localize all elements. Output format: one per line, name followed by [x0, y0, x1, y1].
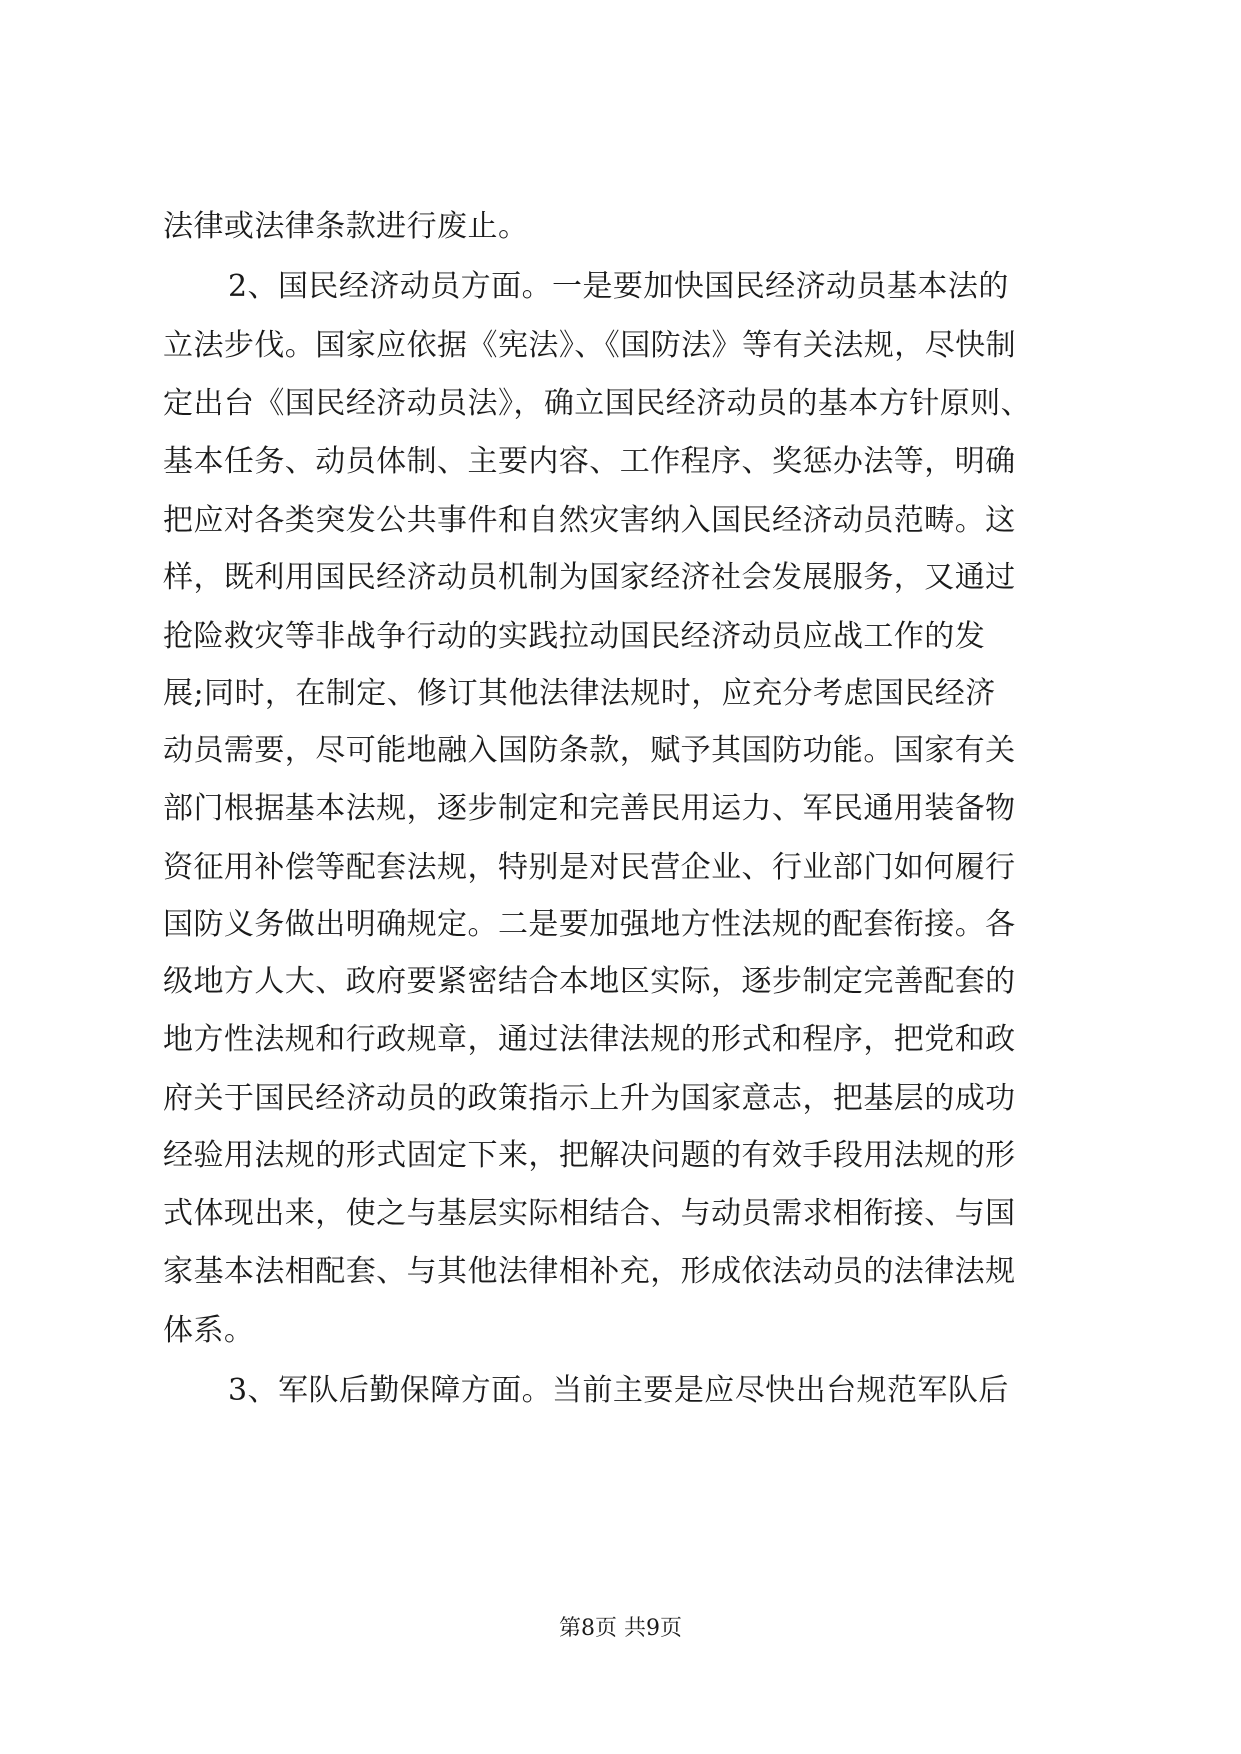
- text-line: 地方性法规和行政规章，通过法律法规的形式和程序，把党和政: [163, 1022, 1016, 1057]
- text-line: 部门根据基本法规，逐步制定和完善民用运力、军民通用装备物: [163, 791, 1016, 826]
- text-line: 国防义务做出明确规定。二是要加强地方性法规的配套衔接。各: [163, 907, 1016, 942]
- paragraph-heading-line: 3、军队后勤保障方面。当前主要是应尽快出台规范军队后: [228, 1373, 1009, 1408]
- text-line: 立法步伐。国家应依据《宪法》、《国防法》等有关法规，尽快制: [163, 328, 1017, 363]
- text-line: 体系。: [163, 1313, 255, 1348]
- text-line: 府关于国民经济动员的政策指示上升为国家意志，把基层的成功: [163, 1081, 1016, 1116]
- text-line: 法律或法律条款进行废止。: [163, 209, 529, 244]
- text-line: 抢险救灾等非战争行动的实践拉动国民经济动员应战工作的发: [163, 619, 986, 654]
- text-line: 定出台《国民经济动员法》，确立国民经济动员的基本方针原则、: [163, 386, 1032, 421]
- text-line: 动员需要，尽可能地融入国防条款，赋予其国防功能。国家有关: [163, 733, 1016, 768]
- text-line: 式体现出来，使之与基层实际相结合、与动员需求相衔接、与国: [163, 1196, 1016, 1231]
- text-line: 资征用补偿等配套法规，特别是对民营企业、行业部门如何履行: [163, 850, 1016, 885]
- text-line: 基本任务、动员体制、主要内容、工作程序、奖惩办法等，明确: [163, 444, 1016, 479]
- text-line: 经验用法规的形式固定下来，把解决问题的有效手段用法规的形: [163, 1138, 1016, 1173]
- text-line: 家基本法相配套、与其他法律相补充，形成依法动员的法律法规: [163, 1254, 1016, 1289]
- text-line: 级地方人大、政府要紧密结合本地区实际，逐步制定完善配套的: [163, 964, 1016, 999]
- paragraph-heading-line: 2、国民经济动员方面。一是要加快国民经济动员基本法的: [228, 269, 1009, 304]
- text-line: 样，既利用国民经济动员机制为国家经济社会发展服务，又通过: [163, 560, 1016, 595]
- text-line: 展;同时，在制定、修订其他法律法规时，应充分考虑国民经济: [163, 676, 996, 711]
- page-number-footer: 第8页 共9页: [559, 1616, 682, 1641]
- text-line: 把应对各类突发公共事件和自然灾害纳入国民经济动员范畴。这: [163, 503, 1016, 538]
